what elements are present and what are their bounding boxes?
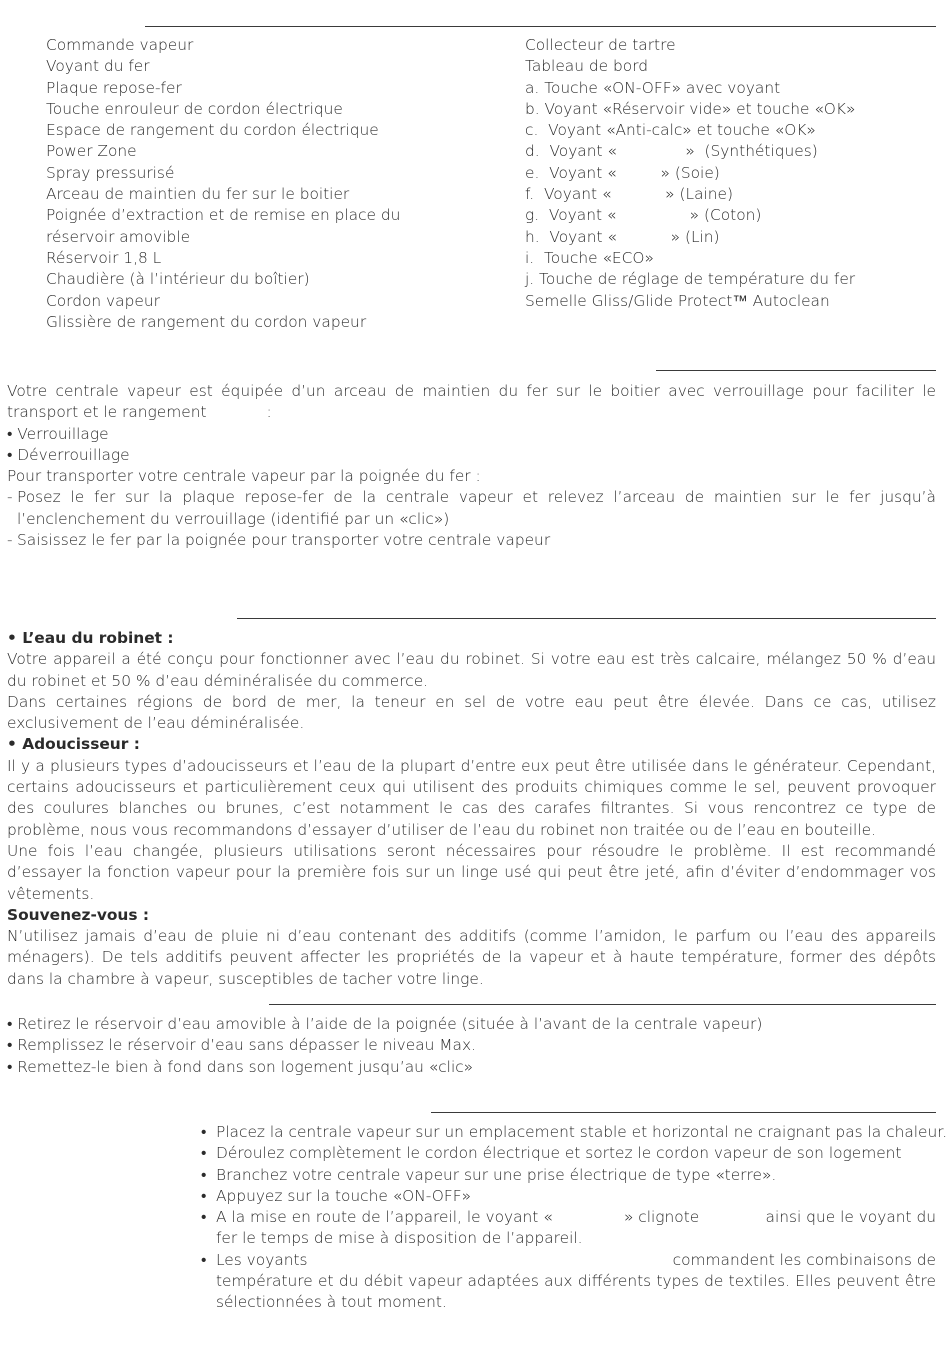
list-item: Espace de rangement du cordon électrique xyxy=(46,121,379,140)
list-item: Spray pressurisé xyxy=(46,163,175,182)
item-text: • A la mise en route de l’appareil, le voyant « xyxy=(216,1208,553,1227)
paragraph: N’utilisez jamais d’eau de pluie ni d’eau contenant des additifs (comme l’amidon, le parfum ou l’eau des appareils ménagers). De tels additifs peuvent affecter les propriétés de la vapeur et à haute température, former des dépôts dans la chambre à vapeur, susceptibles de tacher votre linge. xyxy=(7,927,936,988)
step-text: Saisissez le fer par la poignée pour transporter votre centrale vapeur xyxy=(17,531,551,550)
list-item xyxy=(201,1250,936,1314)
paragraph: Votre centrale vapeur est équipée d’un arceau de maintien du fer sur le boitier avec verrouillage pour faciliter le xyxy=(7,382,936,400)
subheading: • L’eau du robinet : xyxy=(7,629,174,647)
list-item: g. Voyant « » (Coton) xyxy=(525,206,762,225)
list-item: h. Voyant « » (Lin) xyxy=(525,227,720,246)
list-item: b. Voyant «Réservoir vide» et touche «OK» xyxy=(525,99,856,118)
list-item: réservoir amovible xyxy=(46,227,191,246)
list-item: • Branchez votre centrale vapeur sur une prise électrique de type «terre». xyxy=(201,1165,936,1186)
section-rule-fill xyxy=(269,1004,936,1005)
list-item: Tableau de bord xyxy=(525,57,649,76)
section-rule-startup xyxy=(431,1112,936,1113)
list-item: i. Touche «ECO» xyxy=(525,248,654,267)
list-item: Réservoir 1,8 L xyxy=(46,248,162,267)
list-item: e. Voyant « » (Soie) xyxy=(525,163,720,182)
list-item: d. Voyant « » (Synthétiques) xyxy=(525,142,818,161)
water-section xyxy=(7,628,936,990)
paragraph: Dans certaines régions de bord de mer, la teneur en sel de votre eau peut être élevée. Dans ce cas, utilisez exclusivement de l’eau déminéralisée. xyxy=(7,692,936,733)
paragraph-text: transport et le rangement xyxy=(7,403,207,422)
subheading: Souvenez-vous : xyxy=(7,905,150,924)
list-item: Commande vapeur xyxy=(46,36,194,54)
item-text: » clignote xyxy=(623,1208,700,1227)
paragraph: Votre appareil a été conçu pour fonctionner avec l’eau du robinet. Si votre eau est très calcaire, mélangez 50 % d’eau du robinet et 50 % d’eau déminéralisée du commerce. xyxy=(7,650,936,690)
list-item: Chaudière (à l’intérieur du boîtier) xyxy=(46,270,310,289)
section-rule-transport xyxy=(656,370,936,371)
list-item: j. Touche de réglage de température du fer xyxy=(525,270,856,289)
list-item: c. Voyant «Anti-calc» et touche «OK» xyxy=(525,121,816,140)
item-text: commandent les combinaisons de xyxy=(672,1250,936,1269)
list-item: - Saisissez le fer par la poignée pour transporter votre centrale vapeur xyxy=(7,531,551,550)
list-item: Collecteur de tartre xyxy=(525,36,676,54)
list-item: Voyant du fer xyxy=(46,57,150,76)
list-item: Semelle Gliss/Glide Protect™ Autoclean xyxy=(525,291,830,310)
list-item: • Déroulez complètement le cordon électrique et sortez le cordon vapeur de son logement xyxy=(201,1143,936,1164)
paragraph: Il y a plusieurs types d’adoucisseurs et l’eau de la plupart d’entre eux peut être utilisée dans le générateur. Cependant, certains adoucisseurs et particulièrement ceux qui utilisent des produits chimiques comme le sel, peuvent provoquer des coulures blanches ou brunes, c’est notamment le cas des carafes filtrantes. Si vous rencontrez ce type de problème, nous vous recommandons d’essayer d’utiliser de l’eau du robinet non traitée ou de l’eau en bouteille. xyxy=(7,756,936,839)
list-item: f. Voyant « » (Laine) xyxy=(525,185,733,204)
list-item: Cordon vapeur xyxy=(46,291,160,310)
list-item: • Appuyez sur la touche «ON-OFF» xyxy=(201,1186,936,1207)
subheading: • Adoucisseur : xyxy=(7,735,140,754)
list-item: Plaque repose-fer xyxy=(46,78,182,97)
fill-section xyxy=(7,1014,936,1078)
list-item: a. Touche «ON-OFF» avec voyant xyxy=(525,78,781,97)
list-item xyxy=(201,1207,936,1250)
section-rule-water xyxy=(237,618,936,619)
item-text: • Les voyants xyxy=(216,1250,308,1269)
list-item: • Remplissez le réservoir d’eau sans dépasser le niveau Max. xyxy=(7,1036,476,1055)
list-item: • Déverrouillage xyxy=(7,445,130,464)
item-text: fer le temps de mise à disposition de l’appareil. xyxy=(216,1229,583,1248)
item-text: température et du débit vapeur adaptées aux différents types de textiles. Elles peuvent être sélectionnées à tout moment. xyxy=(216,1272,936,1312)
paragraph: Une fois l’eau changée, plusieurs utilisations seront nécessaires pour résoudre le problème. Il est recommandé d’essayer la fonction vapeur pour la première fois sur un linge usé qui peut être jeté, afin d’éviter d’endommager vos vêtements. xyxy=(7,841,936,903)
list-item: • Verrouillage xyxy=(7,424,109,443)
startup-section xyxy=(201,1122,948,1314)
list-item: Touche enrouleur de cordon électrique xyxy=(46,99,343,118)
section-rule-components xyxy=(145,26,936,27)
paragraph: Pour transporter votre centrale vapeur par la poignée du fer : xyxy=(7,467,481,486)
list-item: - Posez le fer sur la plaque repose-fer de la centrale vapeur et relevez l’arceau de maintien sur le fer jusqu’à l’enclenchement du verrouillage (identifié par un «clic») xyxy=(7,488,936,528)
list-item: • Placez la centrale vapeur sur un emplacement stable et horizontal ne craignant pas la chaleur. xyxy=(201,1122,936,1143)
list-item: Poignée d’extraction et de remise en place du xyxy=(46,206,401,225)
components-left-list xyxy=(46,35,486,333)
transport-section xyxy=(7,381,936,551)
step-text: Posez le fer sur la plaque repose-fer de la centrale vapeur et relevez l’arceau de maintien sur le fer jusqu’à l’enclenchement du verrouillage (identifié par un «clic») xyxy=(17,488,936,528)
list-item: Arceau de maintien du fer sur le boitier xyxy=(46,185,350,204)
list-item: Power Zone xyxy=(46,142,137,161)
item-text: ainsi que le voyant du xyxy=(765,1208,936,1227)
list-item: • Retirez le réservoir d’eau amovible à l’aide de la poignée (située à l’avant de la centrale vapeur) xyxy=(7,1015,763,1033)
list-item: • Remettez-le bien à fond dans son logement jusqu’au «clic» xyxy=(7,1057,474,1076)
colon: : xyxy=(266,403,272,422)
paragraph xyxy=(7,402,936,423)
list-item: Glissière de rangement du cordon vapeur xyxy=(46,312,367,331)
components-right-list xyxy=(525,35,936,312)
